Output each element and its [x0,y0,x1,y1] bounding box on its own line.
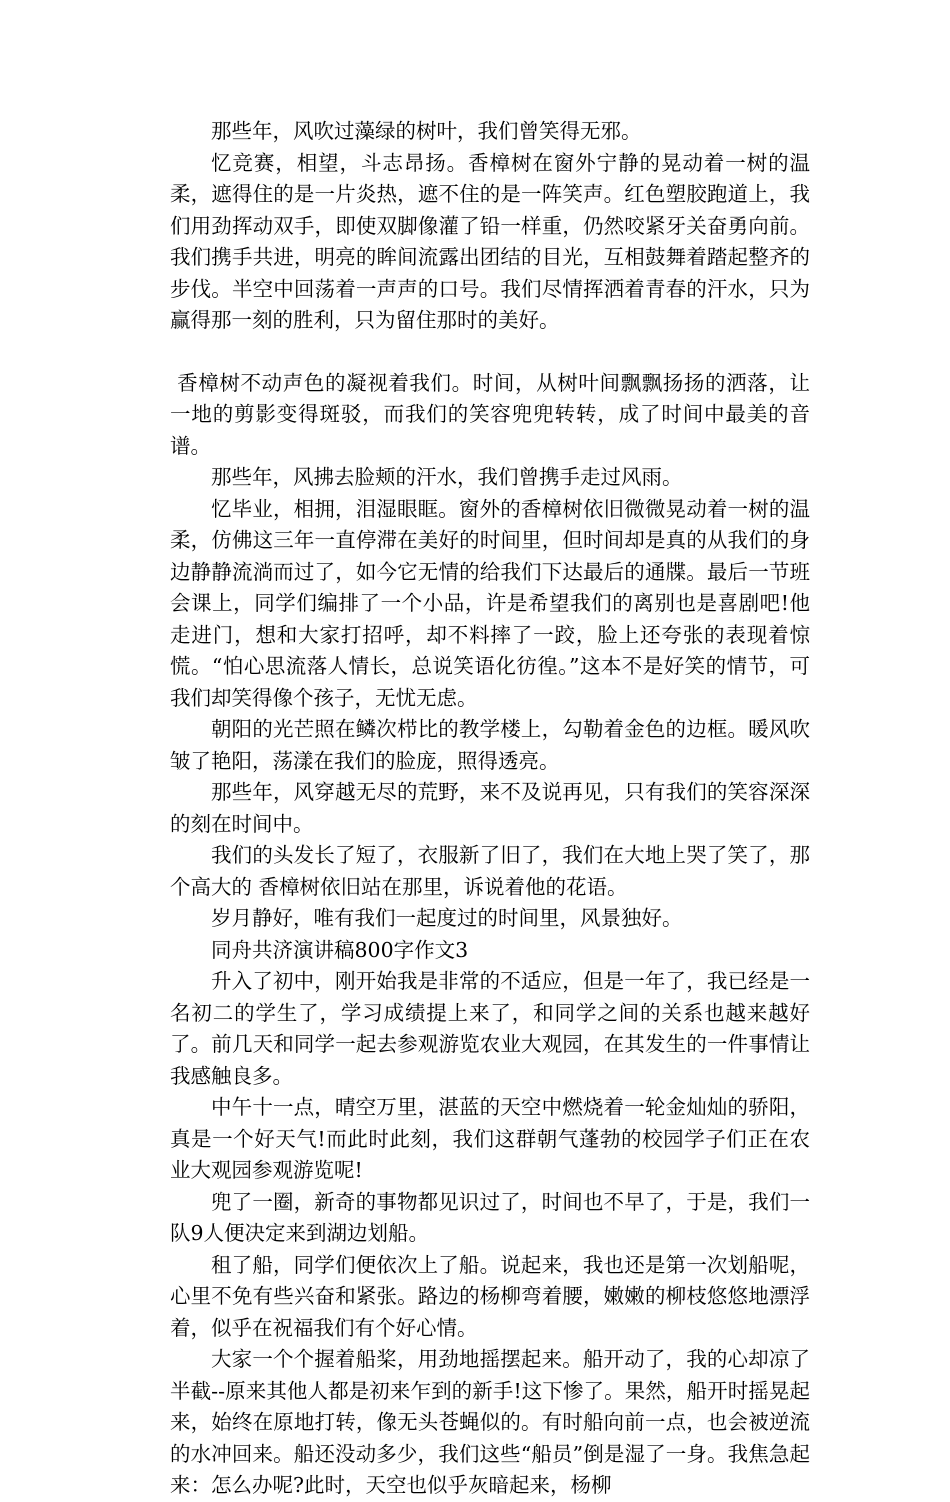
paragraph: 香樟树不动声色的凝视着我们。时间，从树叶间飘飘扬扬的洒落，让一地的剪影变得斑驳，而我们的笑容兜兜转转，成了时间中最美的音谱。 [170,370,810,458]
paragraph: 岁月静好，唯有我们一起度过的时间里，风景独好。 [211,906,683,930]
paragraph: 大家一个个握着船桨，用劲地摇摆起来。船开动了，我的心却凉了半截--原来其他人都是初来乍到的新手!这下惨了。果然，船开时摇晃起来，始终在原地打转，像无头苍蝇似的。有时船向前一点，也会被逆流的水冲回来。船还没动多少，我们这些“船员”倒是湿了一身。我焦急起来：怎么办呢?此时，天空也似乎灰暗起来，杨柳 [170,1347,810,1497]
paragraph: 忆毕业，相拥，泪湿眼眶。窗外的香樟树依旧微微晃动着一树的温柔，仿佛这三年一直停滞在美好的时间里，但时间却是真的从我们的身边静静流淌而过了，如今它无情的给我们下达最后的通牒。最后一节班会课上，同学们编排了一个小品，许是希望我们的离别也是喜剧吧!他走进门，想和大家打招呼，却不料摔了一跤，脸上还夸张的表现着惊慌。“怕心思流落人情长，总说笑语化彷徨。”这本不是好笑的情节，可我们却笑得像个孩子，无忧无虑。 [170,496,810,710]
paragraph: 兜了一圈，新奇的事物都见识过了，时间也不早了，于是，我们一队9人便决定来到湖边划船。 [170,1189,810,1245]
document-body [170,116,810,1502]
paragraph: 租了船，同学们便依次上了船。说起来，我也还是第一次划船呢，心里不免有些兴奋和紧张。路边的杨柳弯着腰，嫩嫩的柳枝悠悠地漂浮着，似乎在祝福我们有个好心情。 [170,1252,810,1340]
paragraph: 那些年，风拂去脸颊的汗水，我们曾携手走过风雨。 [211,465,683,489]
paragraph: 忆竞赛，相望，斗志昂扬。香樟树在窗外宁静的晃动着一树的温柔，遮得住的是一片炎热，遮不住的是一阵笑声。红色塑胶跑道上，我们用劲挥动双手，即使双脚像灌了铅一样重，仍然咬紧牙关奋勇向前。我们携手共进，明亮的眸间流露出团结的目光，互相鼓舞着踏起整齐的步伐。半空中回荡着一声声的口号。我们尽情挥洒着青春的汗水，只为赢得那一刻的胜利，只为留住那时的美好。 [170,150,810,332]
paragraph: 中午十一点，晴空万里，湛蓝的天空中燃烧着一轮金灿灿的骄阳，真是一个好天气!而此时此刻，我们这群朝气蓬勃的校园学子们正在农业大观园参观游览呢! [170,1095,810,1182]
paragraph: 升入了初中，刚开始我是非常的不适应，但是一年了，我已经是一名初二的学生了，学习成绩提上来了，和同学之间的关系也越来越好了。前几天和同学一起去参观游览农业大观园，在其发生的一件事情让我感触良多。 [170,969,810,1088]
paragraph: 那些年，风吹过藻绿的树叶，我们曾笑得无邪。 [211,119,642,143]
paragraph: 朝阳的光芒照在鳞次栉比的教学楼上，勾勒着金色的边框。暖风吹皱了艳阳，荡漾在我们的脸庞，照得透亮。 [170,717,810,773]
section-heading: 同舟共济演讲稿800字作文3 [211,937,469,962]
paragraph: 那些年，风穿越无尽的荒野，来不及说再见，只有我们的笑容深深的刻在时间中。 [170,780,810,836]
paragraph: 我们的头发长了短了，衣服新了旧了，我们在大地上哭了笑了，那个高大的 香樟树依旧站在那里，诉说着他的花语。 [170,843,810,899]
